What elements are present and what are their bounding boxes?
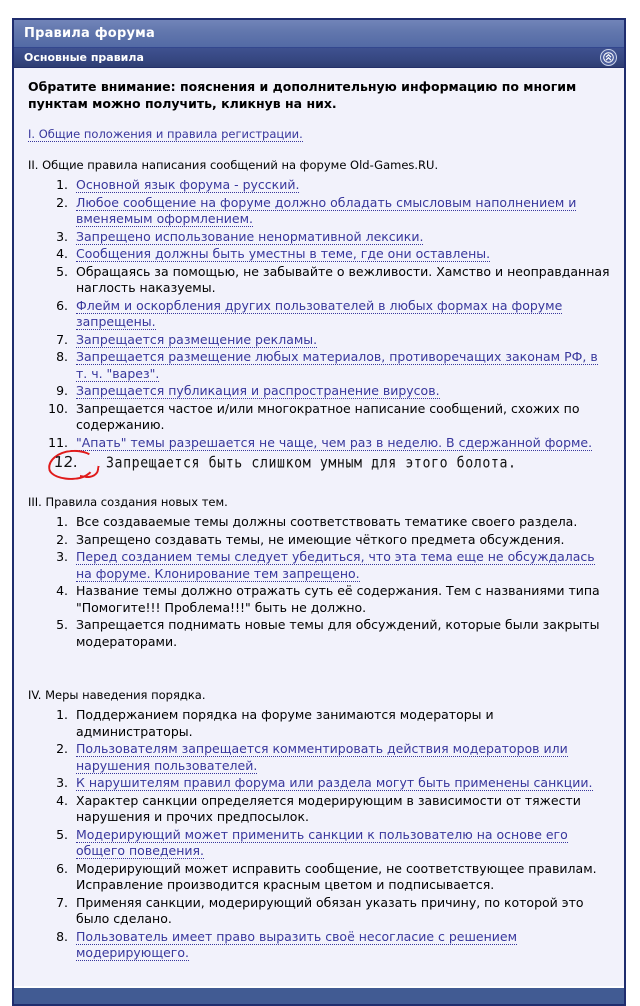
list-item: 5. Запрещается поднимать новые темы для обсуждений, которые были закрыты модераторами.: [72, 617, 610, 650]
rule-link[interactable]: Модерирующий может применить санкции к пользователю на основе его общего поведения.: [76, 826, 568, 859]
handwritten-text: Запрещается быть слишком умным для этого болота.: [106, 454, 517, 473]
list-item[interactable]: [72, 827, 610, 860]
rule-link[interactable]: Пользователям запрещается комментировать действия модераторов или нарушения пользователей.: [76, 741, 568, 773]
section-2-list: [28, 177, 610, 451]
section-3-list: [28, 514, 610, 650]
list-item: 2. Запрещено создавать темы, не имеющие чёткого предмета обсуждения.: [72, 532, 610, 549]
list-item[interactable]: [72, 298, 610, 331]
forum-rules-panel: [12, 18, 626, 1006]
rule-link[interactable]: "Апать" темы разрешается не чаще, чем раз в неделю. В сдержанной форме.: [76, 434, 593, 450]
handwritten-annotation: [28, 453, 610, 483]
list-item[interactable]: [72, 229, 610, 246]
list-item[interactable]: [72, 741, 610, 774]
panel-footer: [14, 986, 624, 1004]
section-4: [28, 688, 610, 961]
list-item: 4. Характер санкции определяется модерирующим в зависимости от тяжести нарушения и прочих предпосылок.: [72, 793, 610, 826]
collapse-circle-icon[interactable]: [600, 49, 617, 66]
rules-content: [14, 68, 624, 986]
section-2-heading: II. Общие правила написания сообщений на форуме Old-Games.RU.: [28, 158, 439, 173]
panel-subheader: [14, 48, 624, 68]
section-2: [28, 158, 610, 483]
rules-sections: [28, 127, 610, 962]
list-item[interactable]: [72, 349, 610, 382]
list-item: 10. Запрещается частое и/или многократное написание сообщений, схожих по содержанию.: [72, 401, 610, 434]
rule-link[interactable]: Пользователь имеет право выразить своё несогласие с решением модерирующего.: [76, 928, 518, 961]
content-bottom-spacer: [28, 974, 610, 982]
list-item: 4. Название темы должно отражать суть её содержания. Тем с названиями типа "Помогите!!! Проблема!!!" быть не должно.: [72, 583, 610, 616]
section-4-heading: IV. Меры наведения порядка.: [28, 688, 206, 703]
rule-link[interactable]: Флейм и оскорбления других пользователей в любых формах на форуме запрещены.: [76, 297, 563, 330]
section-3: [28, 495, 610, 650]
notice-text: Обратите внимание: пояснения и дополнительную информацию по многим пунктам можно получить, кликнув на них.: [28, 79, 577, 112]
section-1-heading-link[interactable]: I. Общие положения и правила регистрации.: [28, 126, 303, 141]
list-item[interactable]: [72, 246, 610, 263]
rule-link[interactable]: Запрещается размещение любых материалов, противоречащих законам РФ, в т. ч. "варез".: [76, 349, 598, 381]
list-item[interactable]: [72, 195, 610, 228]
handwritten-number: 12.: [53, 453, 79, 472]
list-item: 1. Все создаваемые темы должны соответствовать тематике своего раздела.: [72, 514, 610, 531]
section-title: Основные правила: [24, 51, 144, 64]
page-title: Правила форума: [24, 26, 155, 41]
rule-link[interactable]: Запрещено использование ненормативной лексики.: [76, 228, 424, 244]
rule-link[interactable]: Перед созданием темы следует убедиться, что эта тема еще не обсуждалась на форуме. Клонирование тем запрещено.: [76, 549, 595, 581]
rule-link[interactable]: Любое сообщение на форуме должно обладать смысловым наполнением и вменяемым оформлением.: [76, 194, 577, 227]
section-1: [28, 127, 610, 147]
panel-titlebar: [14, 20, 624, 48]
list-item[interactable]: [72, 383, 610, 400]
list-item[interactable]: [72, 435, 610, 452]
list-item: 7. Применяя санкции, модерирующий обязан указать причину, по которой это было сделано.: [72, 895, 610, 928]
list-item: 5. Обращаясь за помощью, не забывайте о вежливости. Хамство и неоправданная наглость наказуемы.: [72, 264, 610, 297]
section-3-heading: III. Правила создания новых тем.: [28, 495, 228, 510]
rule-link[interactable]: Запрещается размещение рекламы.: [76, 331, 318, 347]
list-item: 1. Поддержанием порядка на форуме занимаются модераторы и администраторы.: [72, 707, 610, 740]
list-item[interactable]: [72, 332, 610, 349]
list-item[interactable]: [72, 549, 610, 582]
rule-link[interactable]: К нарушителям правил форума или раздела могут быть применены санкции.: [76, 775, 593, 791]
rule-link[interactable]: Запрещается публикация и распространение вирусов.: [76, 383, 440, 399]
section-4-list: [28, 707, 610, 962]
list-item[interactable]: [72, 775, 610, 792]
list-item[interactable]: [72, 177, 610, 194]
rule-link[interactable]: Основной язык форума - русский.: [76, 177, 300, 193]
rule-link[interactable]: Сообщения должны быть уместны в теме, где они оставлены.: [76, 246, 491, 262]
section-1-heading[interactable]: [28, 127, 610, 147]
list-item[interactable]: [72, 929, 610, 962]
list-item: 6. Модерирующий может исправить сообщение, не соответствующее правилам. Исправление производится красным цветом и подписывается.: [72, 861, 610, 894]
